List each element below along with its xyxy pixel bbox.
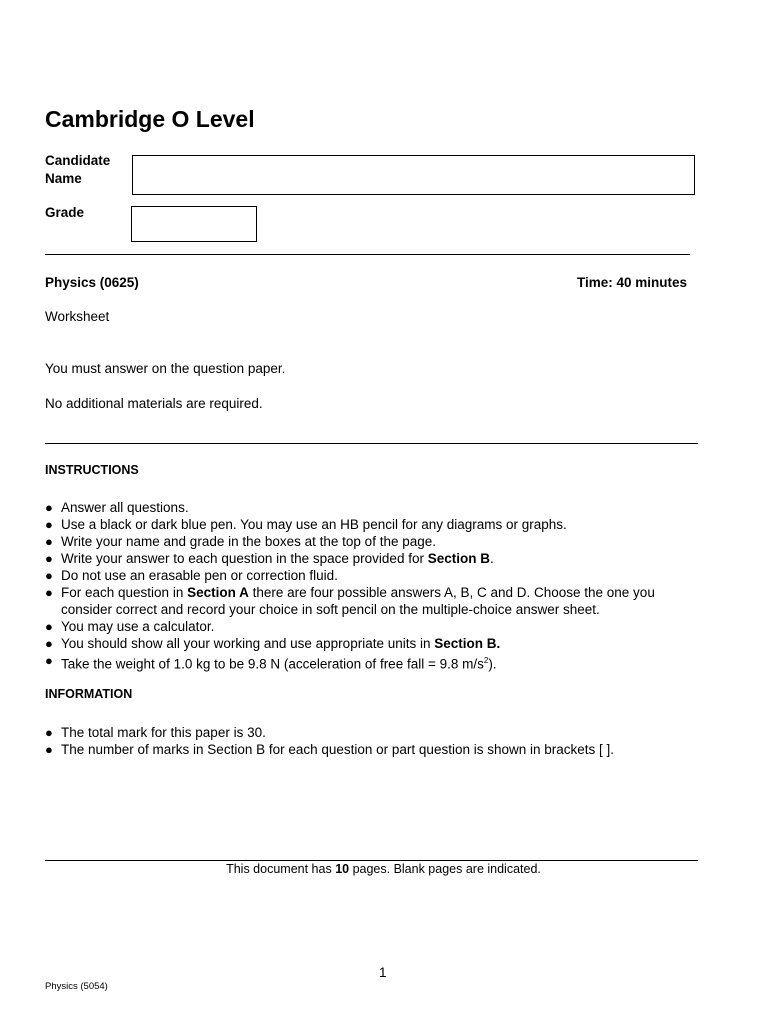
grade-label: Grade: [45, 205, 85, 220]
list-item: ● Do not use an erasable pen or correction fluid.: [45, 568, 338, 583]
candidate-label-line1: Candidate: [45, 153, 111, 168]
bullet-icon: ●: [45, 568, 53, 583]
list-item: ● The total mark for this paper is 30.: [45, 725, 266, 740]
page-title: Cambridge O Level: [45, 106, 255, 132]
list-item: ● You should show all your working and use appropriate units in Section B.: [45, 636, 501, 651]
bullet-icon: ●: [45, 551, 53, 566]
page-number: 1: [379, 965, 387, 980]
bullet-icon: ●: [45, 585, 53, 600]
bullet-icon: ●: [45, 653, 53, 668]
list-item: ● For each question in Section A there are four possible answers A, B, C and D. Choose the one you consider correct and record your choice in soft pencil on the multiple-choice answer sheet.: [45, 585, 655, 617]
bullet-icon: ●: [45, 517, 53, 532]
list-item: ● Answer all questions.: [45, 500, 189, 515]
header-divider: [45, 254, 690, 255]
instructions-heading: INSTRUCTIONS: [45, 463, 139, 477]
bullet-icon: ●: [45, 534, 53, 549]
candidate-name-field[interactable]: [132, 155, 695, 195]
materials-note: No additional materials are required.: [45, 396, 263, 411]
section-divider: [45, 443, 698, 444]
subject-label: Physics (0625): [45, 275, 139, 290]
bullet-icon: ●: [45, 636, 53, 651]
answer-note: You must answer on the question paper.: [45, 361, 286, 376]
bullet-icon: ●: [45, 725, 53, 740]
list-item: ● Use a black or dark blue pen. You may use an HB pencil for any diagrams or graphs.: [45, 517, 567, 532]
grade-field[interactable]: [131, 206, 257, 242]
candidate-name-label: [45, 152, 110, 188]
bullet-icon: ●: [45, 742, 53, 757]
paper-code: Physics (5054): [45, 981, 108, 992]
paper-type: Worksheet: [45, 309, 110, 324]
time-label: Time: 40 minutes: [577, 275, 688, 290]
page-count-note: This document has 10 pages. Blank pages are indicated.: [226, 862, 541, 876]
list-item: ● Write your name and grade in the boxes at the top of the page.: [45, 534, 436, 549]
candidate-label-line2: Name: [45, 171, 82, 186]
list-item: ● Write your answer to each question in the space provided for Section B.: [45, 551, 494, 566]
information-list: [45, 724, 685, 758]
bullet-icon: ●: [45, 619, 53, 634]
bullet-icon: ●: [45, 500, 53, 515]
footer-divider: [45, 860, 698, 861]
information-heading: INFORMATION: [45, 687, 133, 701]
list-item: ● Take the weight of 1.0 kg to be 9.8 N (acceleration of free fall = 9.8 $m/s^2$).: [45, 653, 497, 672]
list-item: ● The number of marks in Section B for each question or part question is shown in brackets [ ].: [45, 742, 615, 757]
instructions-list: [45, 499, 685, 673]
list-item: ● You may use a calculator.: [45, 619, 215, 634]
